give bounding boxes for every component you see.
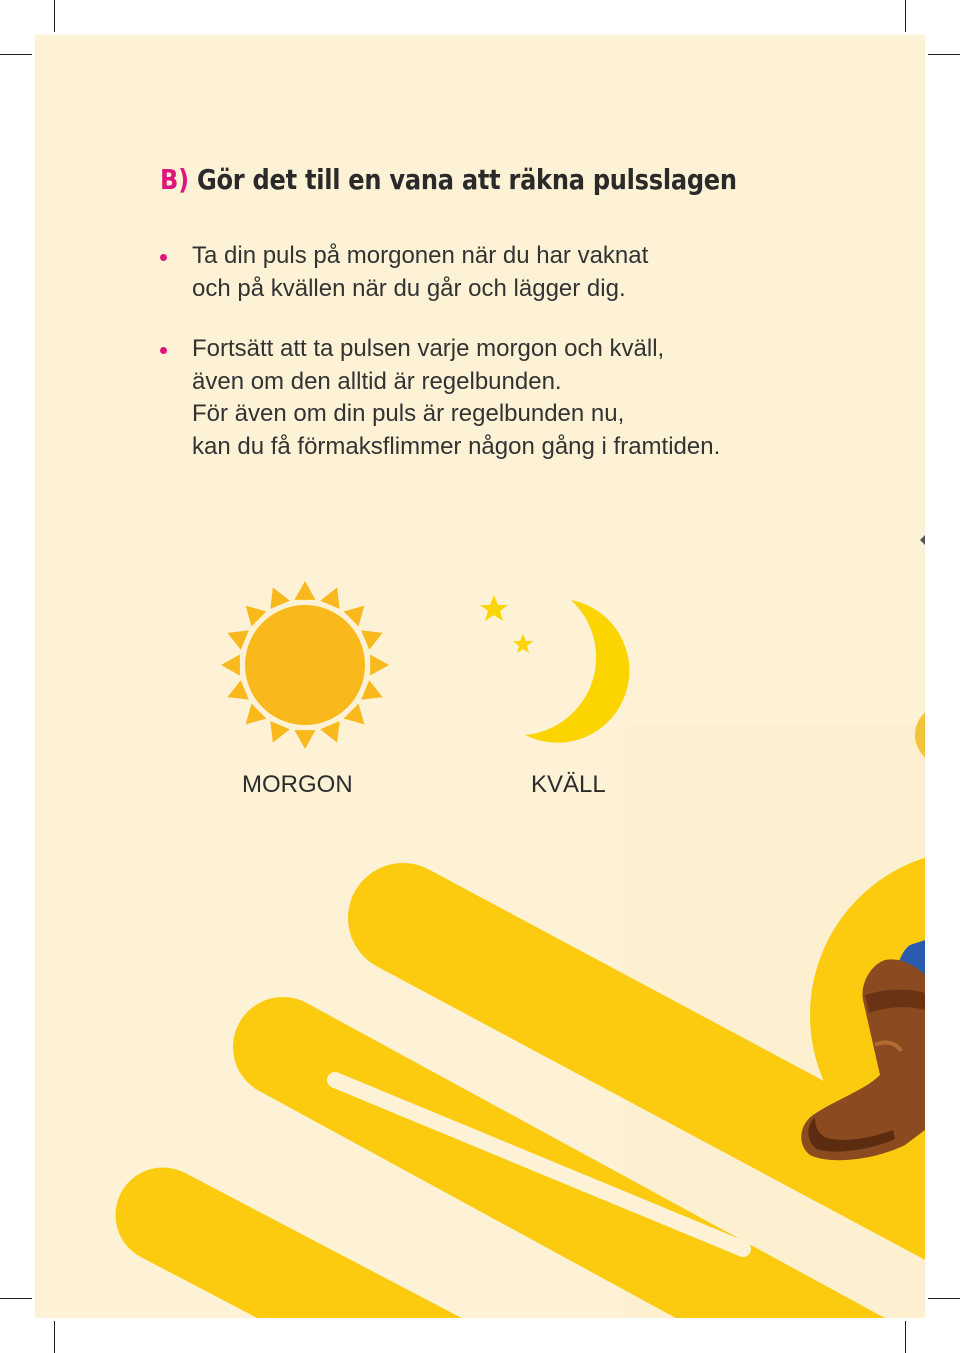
sun-ray-shape: [320, 587, 339, 608]
sun-ray-shape: [294, 730, 315, 749]
sun-icon: [220, 580, 390, 750]
crop-mark: [0, 1298, 32, 1299]
sun-ray-shape: [294, 581, 315, 600]
bullet-icon: [160, 254, 167, 261]
list-item-line: kan du få förmaksflimmer någon gång i framtiden.: [192, 432, 721, 460]
sun-ray-shape: [227, 630, 248, 649]
crop-mark: [928, 1298, 960, 1299]
sun-ray-shape: [370, 654, 389, 675]
crop-mark: [54, 0, 55, 32]
sun-ray-shape: [270, 587, 289, 608]
section-title: Gör det till en vana att räkna pulsslagen: [196, 163, 737, 196]
sun-ray-shape: [221, 654, 240, 675]
page: [35, 35, 925, 1318]
sun-ray-shape: [320, 721, 339, 742]
list-item-line: även om den alltid är regelbunden.: [192, 367, 562, 395]
list-item-line: och på kvällen när du går och lägger dig.: [192, 274, 626, 302]
bullet-icon: [160, 347, 167, 354]
crop-mark: [905, 0, 906, 32]
sun-ray-shape: [270, 721, 289, 742]
section-label: B): [160, 163, 189, 196]
list-item: [158, 333, 898, 463]
sun-ray-shape: [361, 630, 382, 649]
sun-ray-shape: [361, 680, 382, 699]
list-item-line: Fortsätt att ta pulsen varje morgon och kväll,: [192, 335, 665, 362]
crop-mark: [0, 54, 32, 55]
crop-mark: [905, 1321, 906, 1353]
morning-caption: MORGON: [242, 771, 353, 798]
crop-mark: [928, 54, 960, 55]
moon-stars-icon: [475, 590, 635, 750]
bullet-list: [158, 240, 898, 491]
sun-ray-shape: [227, 680, 248, 699]
list-item: [158, 240, 898, 305]
edge-mark-shape: [920, 533, 925, 547]
evening-caption: KVÄLL: [531, 771, 606, 798]
list-item-line: Ta din puls på morgonen när du har vaknat: [192, 242, 649, 269]
section-heading: [160, 163, 737, 196]
list-item-line: För även om din puls är regelbunden nu,: [192, 400, 625, 427]
crop-mark: [54, 1321, 55, 1353]
